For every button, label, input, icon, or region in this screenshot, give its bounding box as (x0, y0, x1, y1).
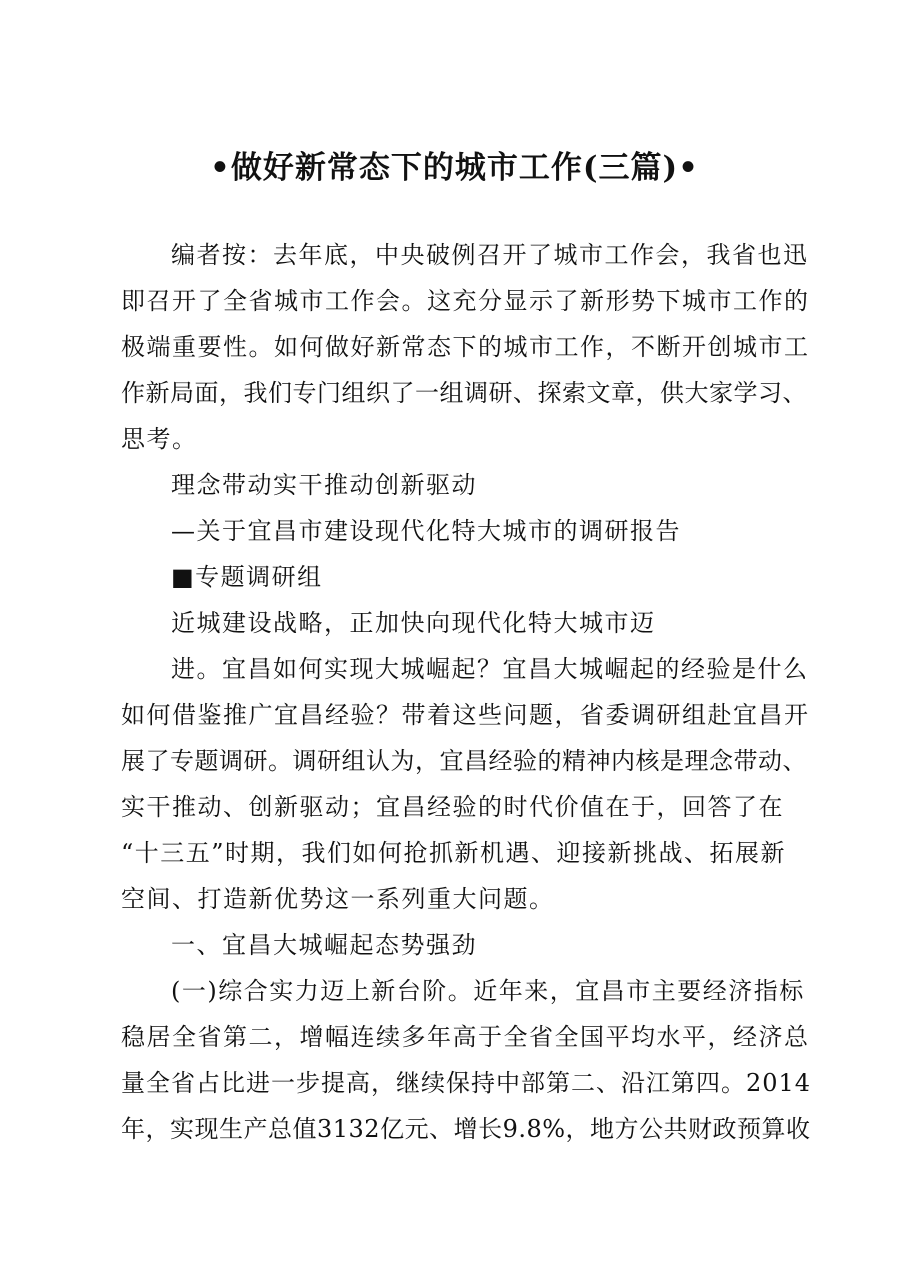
paragraph-line: 极端重要性。如何做好新常态下的城市工作，不断开创城市工 (121, 333, 810, 361)
paragraph-line: 近城建设战略，正加快向现代化特大城市迈 (171, 609, 656, 637)
section-heading: 一、宜昌大城崛起态势强劲 (171, 931, 477, 959)
subtitle-line: —关于宜昌市建设现代化特大城市的调研报告 (171, 517, 681, 545)
paragraph-line: 思考。 (121, 425, 198, 453)
paragraph-line: 年，实现生产总值3132亿元、增长9.8%，地方公共财政预算收 (121, 1115, 811, 1143)
paragraph-line: 稳居全省第二，增幅连续多年高于全省全国平均水平，经济总 (121, 1023, 810, 1051)
author-line: ■专题调研组 (171, 563, 323, 591)
paragraph-line: 进。宜昌如何实现大城崛起？宜昌大城崛起的经验是什么 (171, 655, 809, 683)
paragraph-line: 编者按：去年底，中央破例召开了城市工作会，我省也迅 (171, 241, 809, 269)
paragraph-line: 作新局面，我们专门组织了一组调研、探索文章，供大家学习、 (121, 379, 807, 407)
document-body (121, 232, 811, 1152)
paragraph-line: 即召开了全省城市工作会。这充分显示了新形势下城市工作的 (121, 287, 810, 315)
paragraph-line: (一)综合实力迈上新台阶。近年来，宜昌市主要经济指标 (171, 977, 805, 1005)
paragraph-line: 空间、打造新优势这一系列重大问题。 (121, 885, 555, 913)
document-title: •做好新常态下的城市工作(三篇)• (210, 150, 699, 186)
paragraph-line: “十三五”时期，我们如何抢抓新机遇、迎接新挑战、拓展新 (121, 839, 787, 867)
paragraph-line: 展了专题调研。调研组认为，宜昌经验的精神内核是理念带动、 (121, 747, 807, 775)
paragraph-line: 如何借鉴推广宜昌经验？带着这些问题，省委调研组赴宜昌开 (121, 701, 810, 729)
paragraph-line: 实干推动、创新驱动；宜昌经验的时代价值在于，回答了在 (121, 793, 784, 821)
paragraph-line: 量全省占比进一步提高，继续保持中部第二、沿江第四。2014 (121, 1069, 812, 1097)
section-heading: 理念带动实干推动创新驱动 (171, 471, 477, 499)
